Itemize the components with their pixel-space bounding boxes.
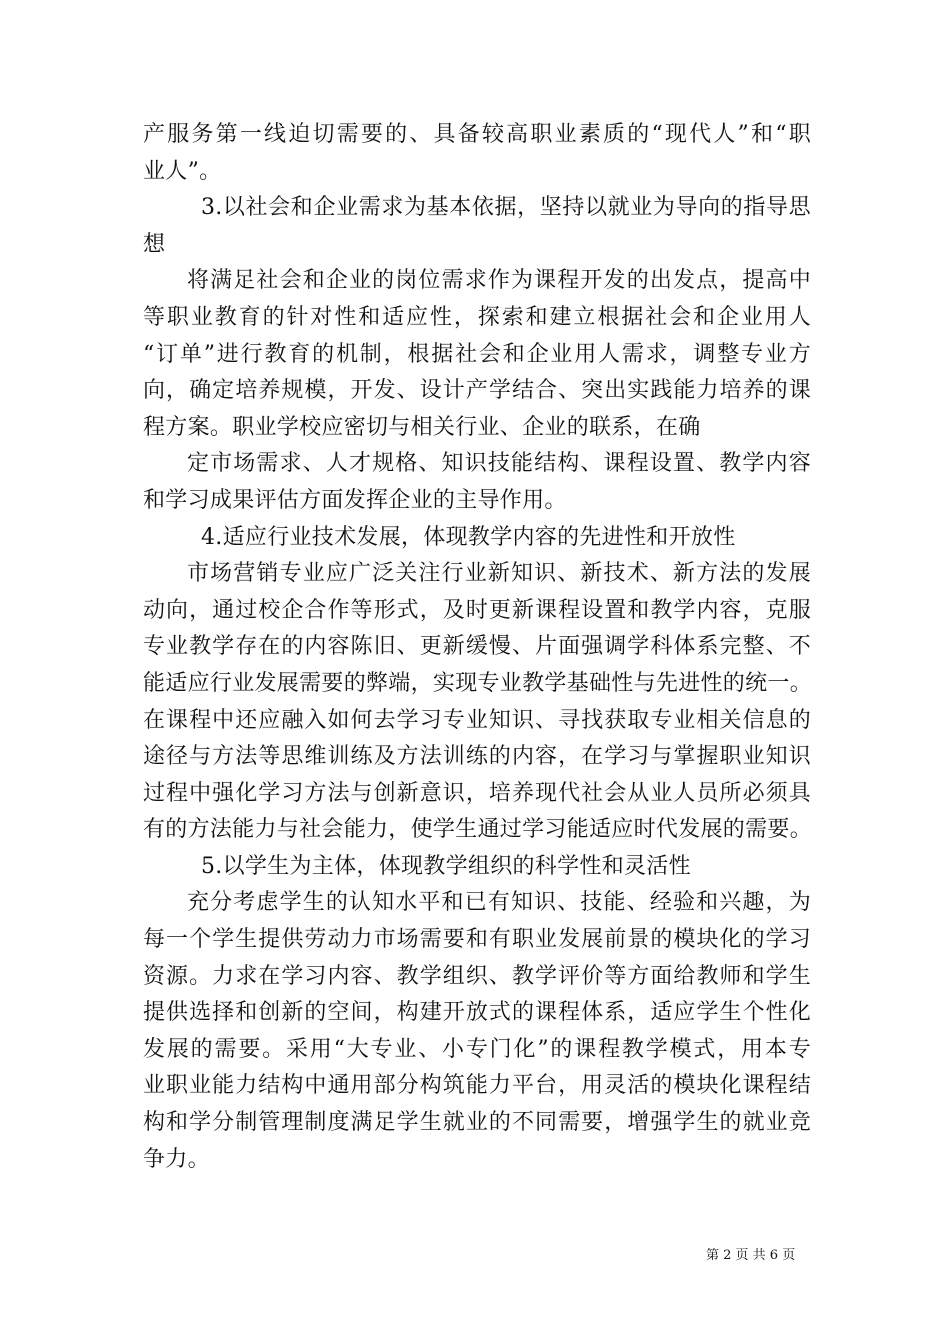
document-body (143, 117, 811, 1178)
text-line: 程方案。职业学校应密切与相关行业、企业的联系，在确 (143, 414, 701, 440)
text-line: 资源。力求在学习内容、教学组织、教学评价等方面给教师和学生 (143, 963, 811, 989)
text-line: 专业教学存在的内容陈旧、更新缓慢、片面强调学科体系完整、不 (143, 634, 811, 660)
text-line: 想 (143, 231, 166, 257)
page-number: 第 2 页 共 6 页 (706, 1248, 796, 1263)
section-heading-5: 5.以学生为主体，体现教学组织的科学性和灵活性 (201, 853, 691, 879)
paragraph-start: 市场营销专业应广泛关注行业新知识、新技术、新方法的发展 (187, 561, 811, 587)
text-line: 构和学分制管理制度满足学生就业的不同需要，增强学生的就业竞 (143, 1110, 811, 1136)
text-line: 业职业能力结构中通用部分构筑能力平台，用灵活的模块化课程结 (143, 1073, 811, 1099)
section-heading-3: 3.以社会和企业需求为基本依据，坚持以就业为导向的指导思 (201, 195, 811, 221)
text-line: 有的方法能力与社会能力，使学生通过学习能适应时代发展的需要。 (143, 817, 813, 843)
paragraph-start: 将满足社会和企业的岗位需求作为课程开发的出发点，提高中 (187, 268, 811, 294)
text-line: 等职业教育的针对性和适应性，探索和建立根据社会和企业用人 (143, 304, 811, 330)
text-line: 和学习成果评估方面发挥企业的主导作用。 (143, 487, 567, 513)
paragraph-start: 定市场需求、人才规格、知识技能结构、课程设置、教学内容 (187, 451, 811, 477)
paragraph-start: 充分考虑学生的认知水平和已有知识、技能、经验和兴趣，为 (187, 890, 811, 916)
text-line: 提供选择和创新的空间，构建开放式的课程体系，适应学生个性化 (143, 1000, 811, 1026)
text-line: 过程中强化学习方法与创新意识，培养现代社会从业人员所必须具 (143, 780, 811, 806)
text-line: 发展的需要。采用“大专业、小专门化”的课程教学模式，用本专 (143, 1036, 811, 1062)
text-line: 产服务第一线迫切需要的、具备较高职业素质的“现代人”和“职 (143, 122, 811, 147)
text-line: “订单”进行教育的机制，根据社会和企业用人需求，调整专业方 (143, 341, 811, 367)
text-line: 能适应行业发展需要的弊端，实现专业教学基础性与先进性的统一。 (143, 670, 813, 696)
text-line: 动向，通过校企合作等形式，及时更新课程设置和教学内容，克服 (143, 597, 811, 623)
text-line: 业人”。 (143, 158, 222, 184)
text-line: 途径与方法等思维训练及方法训练的内容，在学习与掌握职业知识 (143, 744, 811, 770)
text-line: 每一个学生提供劳动力市场需要和有职业发展前景的模块化的学习 (143, 927, 811, 953)
section-heading-4: 4.适应行业技术发展，体现教学内容的先进性和开放性 (201, 524, 736, 550)
text-line: 在课程中还应融入如何去学习专业知识、寻找获取专业相关信息的 (143, 707, 811, 733)
text-line: 向，确定培养规模，开发、设计产学结合、突出实践能力培养的课 (143, 378, 811, 404)
text-line: 争力。 (143, 1146, 210, 1172)
